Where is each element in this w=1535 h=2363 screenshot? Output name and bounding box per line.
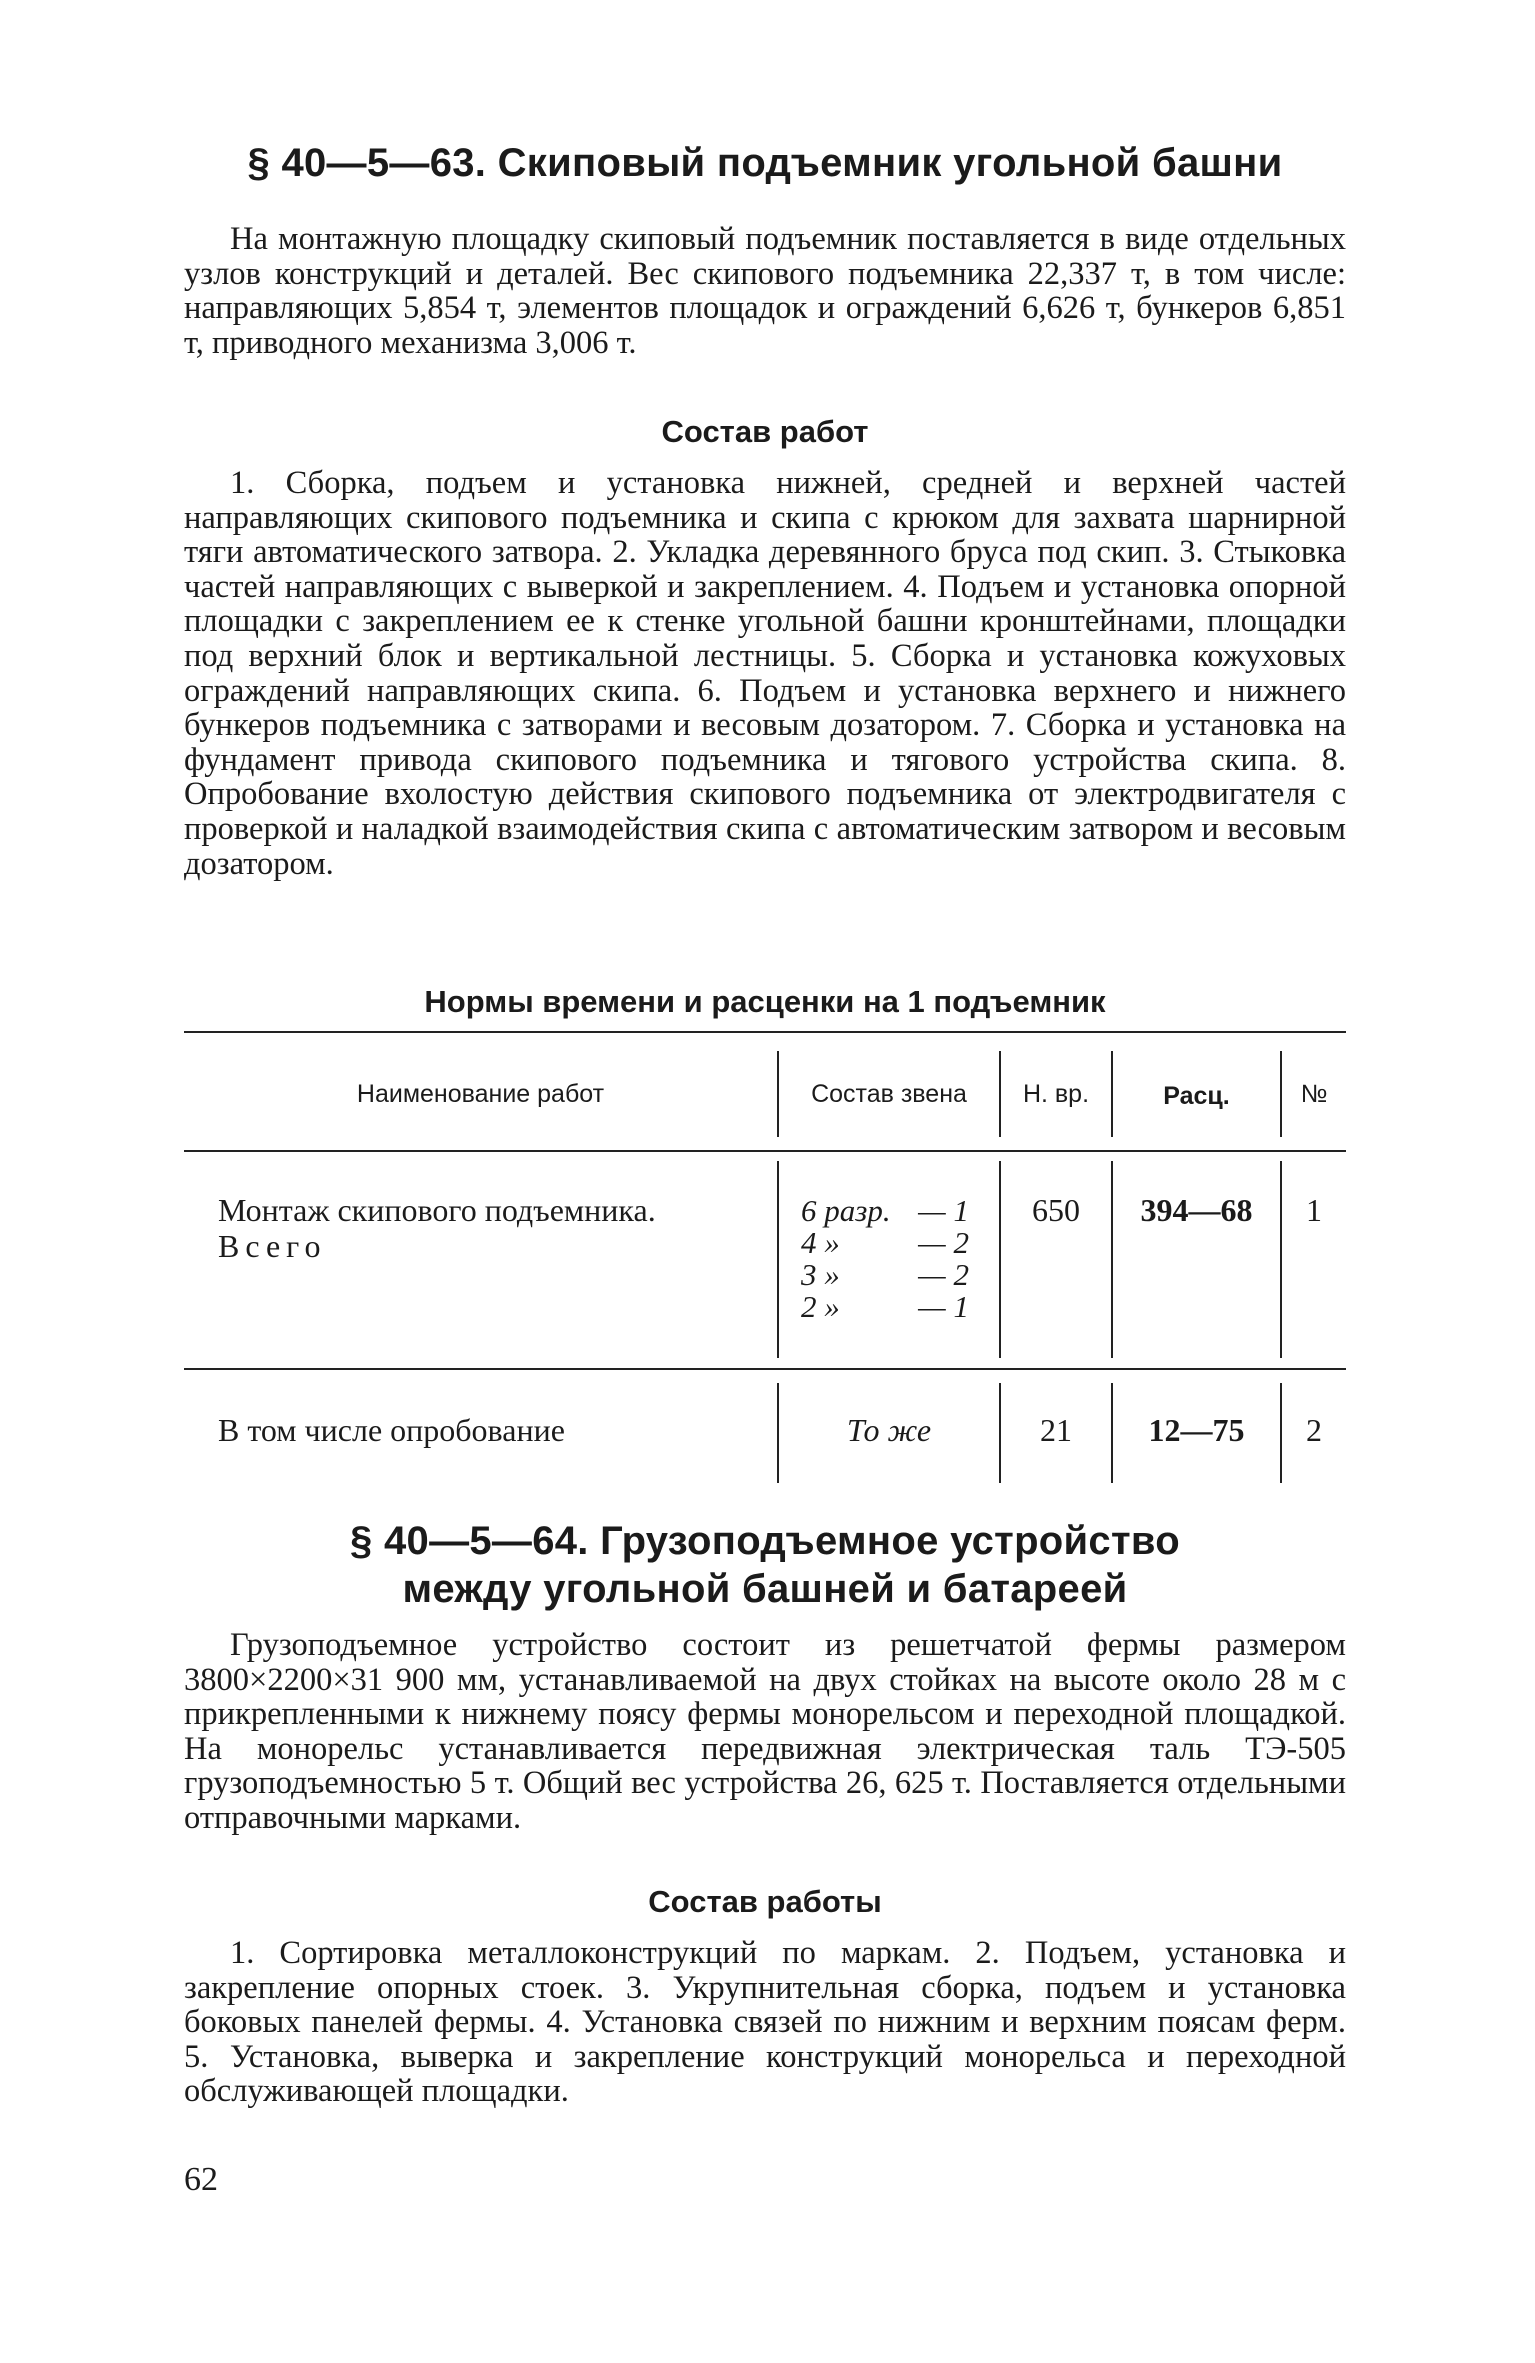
crew-grade: 3 »	[801, 1257, 840, 1292]
table-col-divider	[1280, 1161, 1282, 1358]
works-composition-title: Состав работ	[661, 414, 869, 449]
crew-count: — 2	[911, 1259, 969, 1291]
section-title-40-5-63: § 40—5—63. Скиповый подъемник угольной башни	[247, 141, 1283, 185]
section-intro-paragraph: На монтажную площадку скиповый подъемник поставляется в виде отдельных узлов конструкций и деталей. Вес скипового подъемника 22,337 т, в том числе: направляющих 5,854 т, элементов площадок и ограждений 6,626 т, бункеров 6,851 т, приводного механизма 3,006 т.	[184, 221, 1346, 361]
table-header-rule	[184, 1150, 1346, 1152]
row2-time-norm: 21	[1040, 1412, 1072, 1448]
header-work-name: Наименование работ	[356, 1080, 605, 1108]
section2-intro-paragraph: Грузоподъемное устройство состоит из решетчатой фермы размером 3800×2200×31 900 мм, устанавливаемой на двух стойках на высоте около 28 м с прикрепленными к нижнему поясу фермы монорельсом и переходной площадкой. На монорельс устанавливается передвижная электрическая таль ТЭ-505 грузоподъемностью 5 т. Общий вес устройства 26, 625 т. Поставляется отдельными отправочными марками.	[184, 1627, 1346, 1836]
header-crew: Состав звена	[811, 1080, 967, 1108]
crew-line	[801, 1259, 969, 1291]
table-col-divider	[999, 1161, 1001, 1358]
table-top-rule	[184, 1031, 1346, 1033]
row1-name-line2: Всего	[218, 1228, 327, 1264]
norms-table	[184, 1031, 1346, 1485]
crew-grade: 2 »	[801, 1289, 840, 1324]
row1-name-line1: Монтаж скипового подъемника.	[218, 1192, 656, 1228]
table-row-rule	[184, 1368, 1346, 1370]
works-composition-paragraph: 1. Сборка, подъем и установка нижней, средней и верхней частей направляющих скипового подъемника и скипа с крюком для захвата шарнирной тяги автоматического затвора. 2. Укладка деревянного бруса под скип. 3. Стыковка частей направляющих с выверкой и закреплением. 4. Подъем и установка опорной площадки с закреплением ее к стенке угольной башни кронштейнами, площадки под верхний блок и вертикальной лестницы. 5. Сборка и установка кожуховых ограждений направляющих скипа. 6. Подъем и установка верхнего и нижнего бункеров подъемника с затворами и весовым дозатором. 7. Сборка и установка на фундамент привода скипового подъемника и тягового устройства скипа. 8. Опробование вхолостую действия скипового подъемника от электродвигателя с проверкой и наладкой взаимодействия скипа с автоматическим затвором и весовым дозатором.	[184, 465, 1346, 882]
crew-line	[801, 1291, 969, 1323]
crew-line	[801, 1227, 969, 1259]
section2-works-paragraph: 1. Сортировка металлоконструкций по маркам. 2. Подъем, установка и закрепление опорных стоек. 3. Укрупнительная сборка, подъем и установка боковых панелей фермы. 4. Установка связей по нижним и верхним поясам ферм. 5. Установка, выверка и закрепление конструкций монорельса и переходной обслуживающей площадки.	[184, 1935, 1346, 2110]
crew-count: — 1	[911, 1195, 969, 1227]
header-rate: Расц.	[1163, 1082, 1230, 1110]
row1-crew-list	[801, 1195, 969, 1323]
section-title-40-5-64-line1: § 40—5—64. Грузоподъемное устройство	[350, 1519, 1180, 1563]
crew-count: — 2	[911, 1227, 969, 1259]
page-number: 62	[184, 2161, 218, 2198]
row1-number: 1	[1306, 1192, 1322, 1228]
header-time-norm: Н. вр.	[1022, 1080, 1090, 1108]
row2-name: В том числе опробование	[218, 1412, 565, 1448]
row2-rate: 12—75	[1148, 1412, 1245, 1448]
section2-works-title: Состав работы	[648, 1884, 882, 1919]
crew-line	[801, 1195, 969, 1227]
crew-grade: 6 разр.	[801, 1193, 891, 1228]
norms-table-title: Нормы времени и расценки на 1 подъемник	[424, 984, 1106, 1019]
header-number: №	[1300, 1080, 1328, 1108]
section-title-40-5-64-line2: между угольной башней и батареей	[402, 1567, 1128, 1611]
row2-number: 2	[1306, 1412, 1322, 1448]
row1-rate: 394—68	[1140, 1192, 1253, 1228]
table-col-divider	[777, 1161, 779, 1358]
table-col-divider	[1111, 1161, 1113, 1358]
row1-time-norm: 650	[1032, 1192, 1080, 1228]
crew-count: — 1	[911, 1291, 969, 1323]
crew-grade: 4 »	[801, 1225, 840, 1260]
row2-crew: То же	[846, 1412, 932, 1448]
